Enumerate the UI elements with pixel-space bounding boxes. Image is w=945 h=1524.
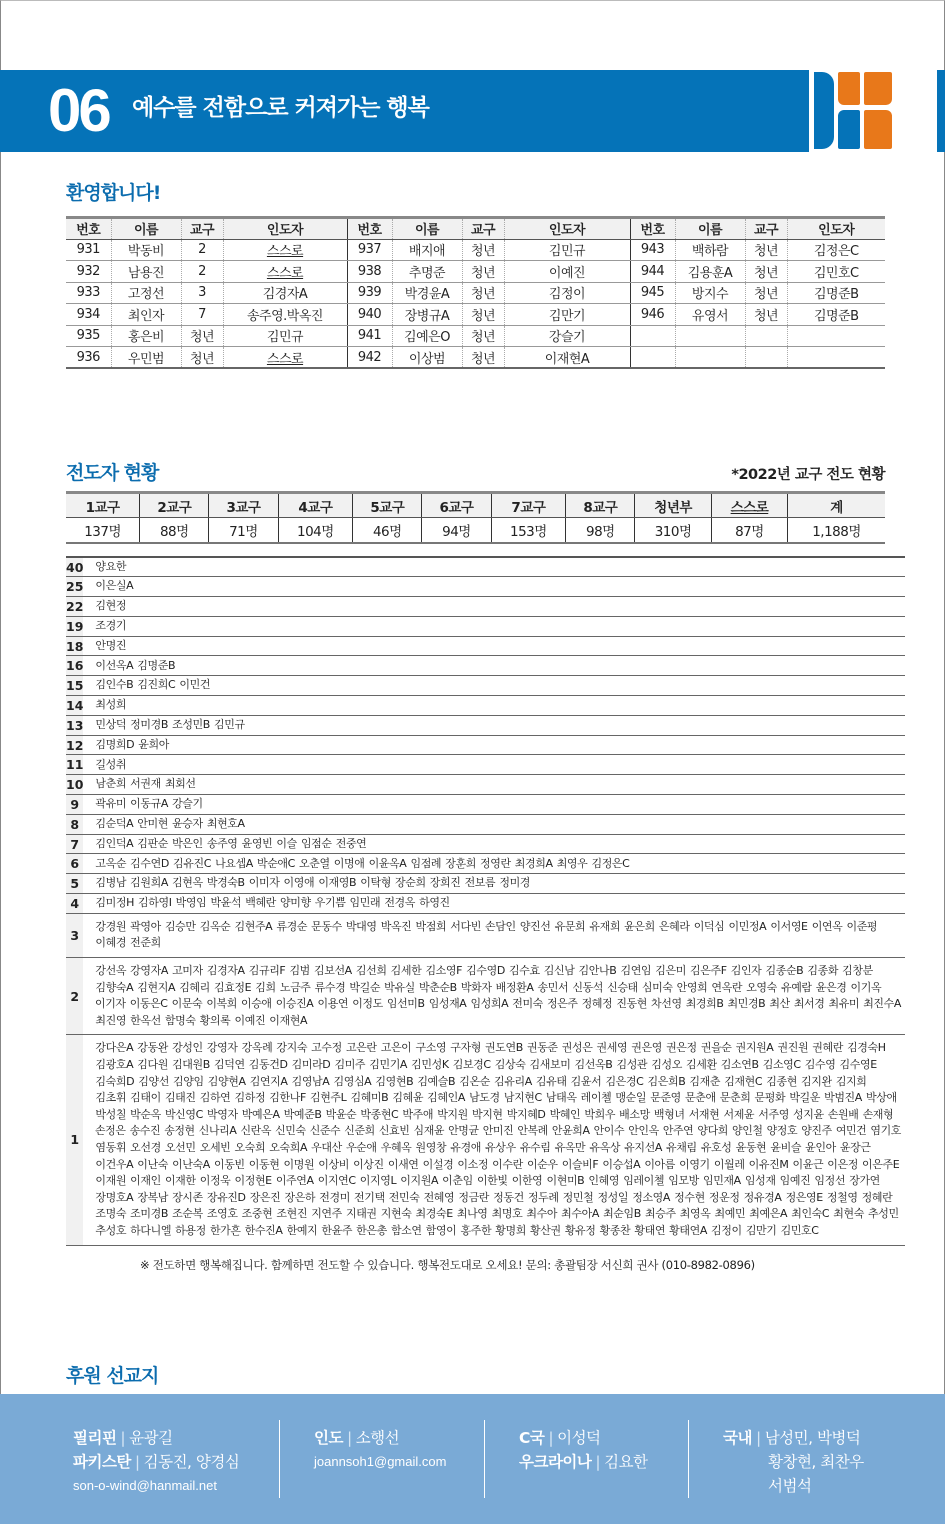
evangelist-names-line: 이혜경 전준희 <box>95 936 161 950</box>
welcome-row <box>66 347 885 369</box>
member-name: 배지애 <box>392 239 462 261</box>
stats-value-cell: 88명 <box>140 518 209 543</box>
col-header-number: 번호 <box>66 218 111 240</box>
evangelist-names-line: 염동휘 오선경 오선민 오세빈 오숙희 오숙희A 우대산 우순애 우혜옥 원영창 유경애 유상우 유수림 유옥만 유옥상 유지선A 유채림 유호성 윤동현 윤비슬 윤인아 윤장근 <box>95 1140 871 1154</box>
member-name: 장병규A <box>392 304 462 326</box>
member-district: 7 <box>181 304 223 326</box>
country-label: C국 <box>519 1429 545 1447</box>
member-name: 방지수 <box>675 282 745 304</box>
evangelist-row <box>66 874 905 894</box>
evangelist-row <box>66 834 905 854</box>
evangelist-row <box>66 755 905 775</box>
stats-value-cell: 310명 <box>635 518 711 543</box>
col-header-leader: 인도자 <box>787 218 885 240</box>
page-title: 예수를 전함으로 커져가는 행복 <box>132 95 429 121</box>
member-district: 청년 <box>462 347 504 369</box>
missionary-names: 김요한 <box>604 1453 648 1471</box>
member-number: 933 <box>66 282 111 304</box>
evangelist-count: 19 <box>66 616 83 636</box>
member-leader <box>787 347 885 369</box>
evangelist-names-line: 남춘희 서권재 최회선 <box>95 777 196 791</box>
member-district: 3 <box>181 282 223 304</box>
evangelist-names-line: 김순덕A 안미현 윤승자 최현호A <box>95 816 245 830</box>
divider-bar: | <box>120 1429 126 1447</box>
evangelist-names-line: 민상덕 정미경B 조성민B 김민규 <box>95 717 245 731</box>
evangelist-names <box>83 696 905 716</box>
member-number: 937 <box>347 239 392 261</box>
evangelist-count: 8 <box>66 814 83 834</box>
district-stats-table <box>66 491 885 544</box>
member-district <box>745 325 787 347</box>
member-leader: 김명준B <box>787 282 885 304</box>
member-number: 935 <box>66 325 111 347</box>
missionary-names: 윤광길 <box>129 1429 173 1447</box>
evangelist-names-line: 양요한 <box>95 559 127 573</box>
welcome-row <box>66 325 885 347</box>
evangelist-names-line: 이재원 이재인 이재한 이정욱 이정현E 이주연A 이지연C 이지영L 이지원A 이춘임 이한빛 이한영 이현미B 인혜영 임레이첼 임모방 임민재A 임성재 임예진 임정선 장가연 <box>95 1174 880 1188</box>
stats-header-cell: 8교구 <box>566 493 635 518</box>
member-leader: 김정이 <box>504 282 630 304</box>
evangelist-row <box>66 715 905 735</box>
evangelist-names-line: 강경원 곽영아 김승만 김옥순 김현주A 류경순 문동수 박대영 박옥진 박점희 서다빈 손담인 양진선 유문희 유재희 윤은희 은혜라 이덕심 이민정A 이서영E 이연옥 이준평 <box>95 919 878 933</box>
member-number: 945 <box>630 282 675 304</box>
col-header-number: 번호 <box>347 218 392 240</box>
evangelist-row <box>66 795 905 815</box>
stats-value-cell: 1,188명 <box>788 518 885 543</box>
evangelist-count: 10 <box>66 775 83 795</box>
evangelist-names-line: 강다은A 강동완 강성인 강영자 강옥례 강지숙 고수정 고은란 고은이 구소영 구자형 권도연B 권동준 권성은 권세영 권은영 권은정 권을순 권지원A 권진원 권혜란 김경숙H <box>95 1041 886 1055</box>
member-name <box>675 325 745 347</box>
missionary-column-1 <box>73 1426 239 1498</box>
member-leader: 송주영.박옥진 <box>223 304 347 326</box>
missionary-names: 이성덕 <box>557 1429 601 1447</box>
missionary-entry <box>314 1426 446 1450</box>
stats-note: *2022년 교구 전도 현황 <box>731 467 885 483</box>
evangelist-names <box>83 676 905 696</box>
col-header-name: 이름 <box>675 218 745 240</box>
evangelist-names-line: 박성칠 박순옥 박신영C 박영자 박예은A 박예준B 박윤순 박종현C 박주애 박지원 박지현 박지혜D 박혜인 박희우 배소망 백형녀 서재현 서제윤 서주영 성지윤 손원배 손재형 <box>95 1107 894 1121</box>
stats-header-cell: 청년부 <box>635 493 711 518</box>
evangelist-row <box>66 854 905 874</box>
evangelist-count: 2 <box>66 958 83 1035</box>
member-name: 유영서 <box>675 304 745 326</box>
evangelist-names-line: 추성호 하다니엘 하용정 한가흔 한수진A 한예지 한윤주 한은총 함소연 함영이 홍주한 황명희 황산권 황유정 황종찬 황태연 황태연A 김정이 김만기 김민호C <box>95 1223 819 1237</box>
member-district: 청년 <box>745 261 787 283</box>
evangelist-names-line: 최성희 <box>95 698 127 712</box>
evangelist-names-line: 김명희D 윤희아 <box>95 737 169 751</box>
evangelist-names <box>83 636 905 656</box>
member-district: 청년 <box>745 239 787 261</box>
column-divider <box>279 1420 280 1498</box>
evangelist-names <box>83 894 905 914</box>
country-label: 인도 <box>314 1429 343 1447</box>
evangelist-names-line: 김병남 김원희A 김현옥 박경숙B 이미자 이영애 이재영B 이탁형 장순희 장희진 전보름 정미경 <box>95 876 531 890</box>
evangelist-row <box>66 636 905 656</box>
member-name: 박경윤A <box>392 282 462 304</box>
member-name: 남용진 <box>111 261 181 283</box>
member-number <box>630 347 675 369</box>
member-leader: 김민규 <box>504 239 630 261</box>
evangelist-row <box>66 597 905 617</box>
missionary-column-4 <box>723 1426 864 1498</box>
evangelist-names-line: 이건우A 이난숙 이난숙A 이동빈 이동현 이명원 이상비 이상진 이새연 이설경 이소정 이수란 이순우 이슬비F 이승섭A 이아름 이영기 이월레 이유진M 이윤근 이은정 이은주E <box>95 1157 900 1171</box>
welcome-row <box>66 282 885 304</box>
divider-bar: | <box>595 1453 601 1471</box>
evangelist-names <box>83 834 905 854</box>
col-header-district: 교구 <box>745 218 787 240</box>
stats-value-cell: 98명 <box>566 518 635 543</box>
evangelist-names <box>83 656 905 676</box>
welcome-title: 환영합니다! <box>66 182 161 204</box>
welcome-row <box>66 239 885 261</box>
stats-header-cell: 3교구 <box>209 493 278 518</box>
evangelist-names <box>83 913 905 957</box>
evangelist-names-line: 이기자 이동은C 이문숙 이복희 이승애 이승진A 이용연 이정도 임선미B 임성재A 임성희A 전미숙 정은주 정혜정 진동현 차선영 최경희B 최민경B 최산 최서경 최유미 최진수A <box>95 997 902 1011</box>
stats-header-row <box>66 493 885 518</box>
col-header-name: 이름 <box>111 218 181 240</box>
evangelist-row <box>66 1035 905 1245</box>
evangelist-names-line: 길성취 <box>95 757 127 771</box>
email-link[interactable]: joannsoh1@gmail.com <box>314 1454 447 1469</box>
evangelist-count: 18 <box>66 636 83 656</box>
evangelist-row <box>66 775 905 795</box>
church-logo-icon <box>800 70 945 152</box>
evangelist-names-line: 이선옥A 김명준B <box>95 658 176 672</box>
member-district <box>745 347 787 369</box>
stats-value-cell: 94명 <box>422 518 491 543</box>
country-label: 필리핀 <box>73 1429 117 1447</box>
missionary-names: 김동진, 양경심 <box>143 1453 240 1471</box>
stats-header-cell: 5교구 <box>353 493 422 518</box>
evangelist-names <box>83 1035 905 1245</box>
member-district: 청년 <box>181 347 223 369</box>
evangelist-row <box>66 577 905 597</box>
member-number: 941 <box>347 325 392 347</box>
member-number: 943 <box>630 239 675 261</box>
missionaries-title: 후원 선교지 <box>66 1365 159 1387</box>
member-number: 940 <box>347 304 392 326</box>
missionary-names: 남성민, 박병덕 <box>764 1429 861 1447</box>
evangelist-names-line: 강선옥 강영자A 고미자 김경자A 김규리F 김범 김보선A 김선희 김세한 김소영F 김수영D 김수효 김신남 김안나B 김연임 김은미 김은주F 김인자 김종순B 김종화 김창분 <box>95 964 873 978</box>
evangelist-names <box>83 854 905 874</box>
evangelist-count: 14 <box>66 696 83 716</box>
welcome-table <box>66 216 885 369</box>
member-number: 934 <box>66 304 111 326</box>
member-leader: 김민호C <box>787 261 885 283</box>
member-name: 김용훈A <box>675 261 745 283</box>
member-district: 청년 <box>462 239 504 261</box>
col-header-name: 이름 <box>392 218 462 240</box>
member-name: 김예은O <box>392 325 462 347</box>
stats-header-cell: 7교구 <box>491 493 566 518</box>
evangelist-names <box>83 795 905 815</box>
col-header-leader: 인도자 <box>223 218 347 240</box>
evangelist-count: 25 <box>66 577 83 597</box>
stats-value-cell: 46명 <box>353 518 422 543</box>
evangelist-names <box>83 814 905 834</box>
missionary-entry <box>73 1450 239 1474</box>
stats-header-cell: 스스로 <box>711 493 787 518</box>
country-label: 우크라이나 <box>519 1453 592 1471</box>
divider-bar: | <box>755 1429 761 1447</box>
column-divider <box>484 1420 485 1498</box>
evangelist-names-line: 조경기 <box>95 618 127 632</box>
evangelist-names-line: 김미정H 김하영I 박영임 박윤석 백혜란 양미향 우기쁨 임민래 전경옥 하영진 <box>95 896 450 910</box>
evangelist-names <box>83 874 905 894</box>
missionary-entry <box>519 1450 648 1474</box>
evangelist-names-line: 김초휘 김태이 김태진 김하연 김하정 김한나F 김현주L 김혜미B 김혜윤 김혜인A 남도경 남지현C 남태옥 레이첼 맹순일 문준영 문춘애 문춘희 문평화 박길운 박범진A 박상애 <box>95 1091 897 1105</box>
evangelist-names-line: 김인수B 김진희C 이민건 <box>95 678 211 692</box>
member-number: 942 <box>347 347 392 369</box>
missionary-names-extra: 황창현, 최찬우 <box>768 1453 864 1471</box>
member-leader: 강슬기 <box>504 325 630 347</box>
evangelist-count: 22 <box>66 597 83 617</box>
evangelist-names-line: 고옥순 김수연D 김유진C 나요셉A 박순애C 오춘열 이명애 이윤옥A 임점례 장훈희 정영란 최경희A 최영우 김정은C <box>95 856 630 870</box>
member-leader <box>787 325 885 347</box>
stats-value-cell: 104명 <box>278 518 353 543</box>
evangelist-names-line: 곽유미 이동규A 강슬기 <box>95 797 203 811</box>
column-divider <box>688 1420 689 1498</box>
evangelist-names-line: 안명진 <box>95 638 127 652</box>
evangelist-count: 40 <box>66 557 83 577</box>
evangelist-row <box>66 735 905 755</box>
evangelist-count: 15 <box>66 676 83 696</box>
member-number: 936 <box>66 347 111 369</box>
evangelist-count: 7 <box>66 834 83 854</box>
member-district: 청년 <box>181 325 223 347</box>
member-name: 박동비 <box>111 239 181 261</box>
evangelist-names <box>83 775 905 795</box>
member-number: 932 <box>66 261 111 283</box>
missionary-names-extra: 서범석 <box>768 1477 812 1495</box>
member-leader: 김명준B <box>787 304 885 326</box>
stats-header-cell: 4교구 <box>278 493 353 518</box>
stats-header-cell: 2교구 <box>140 493 209 518</box>
member-number: 931 <box>66 239 111 261</box>
evangelist-names <box>83 735 905 755</box>
evangelist-row <box>66 696 905 716</box>
member-name: 추명준 <box>392 261 462 283</box>
evangelist-names <box>83 557 905 577</box>
member-district: 청년 <box>462 282 504 304</box>
stats-header-cell: 6교구 <box>422 493 491 518</box>
member-name <box>675 347 745 369</box>
evangelist-names-line: 김현정 <box>95 599 127 613</box>
welcome-row <box>66 261 885 283</box>
evangelist-names <box>83 616 905 636</box>
member-name: 이상범 <box>392 347 462 369</box>
evangelist-names-line: 이은실A <box>95 579 134 593</box>
member-district: 2 <box>181 261 223 283</box>
evangelist-count: 9 <box>66 795 83 815</box>
evangelist-names <box>83 715 905 735</box>
evangelists-title: 전도자 현황 <box>66 462 159 484</box>
evangelist-row <box>66 913 905 957</box>
evangelist-row <box>66 676 905 696</box>
divider-bar: | <box>134 1453 140 1471</box>
member-district: 2 <box>181 239 223 261</box>
member-leader: 이예진 <box>504 261 630 283</box>
missionary-entry <box>73 1426 239 1450</box>
member-leader: 이재현A <box>504 347 630 369</box>
evangelist-names-line: 손정은 송수진 송정현 신나리A 신란옥 신민숙 신준수 신준희 신효빈 심재윤 안명균 안미진 안복례 안윤희A 안이수 안인옥 안주연 양다희 양인철 양정호 양진주 여민건 염기호 <box>95 1124 902 1138</box>
member-leader: 스스로 <box>223 239 347 261</box>
evangelist-names-line: 김인덕A 김판순 박은인 송주영 윤영빈 이슬 임점순 전중연 <box>95 836 367 850</box>
evangelist-row <box>66 814 905 834</box>
evangelist-names-line: 김향숙A 김현지A 김혜리 김효정E 김희 노금주 류수경 박길순 박유실 박춘순B 박화자 배정환A 송민서 신동석 신승태 심미숙 안영희 연옥란 오영숙 유예람 윤은경 이기옥 <box>95 980 882 994</box>
member-leader: 김민규 <box>223 325 347 347</box>
member-number: 946 <box>630 304 675 326</box>
evangelist-row <box>66 557 905 577</box>
stats-header-cell: 계 <box>788 493 885 518</box>
evangelist-row <box>66 656 905 676</box>
section-number: 06 <box>48 77 109 144</box>
member-leader: 스스로 <box>223 261 347 283</box>
member-number <box>630 325 675 347</box>
member-name: 고정선 <box>111 282 181 304</box>
email-link[interactable]: son-o-wind@hanmail.net <box>73 1478 217 1493</box>
stats-header-cell: 1교구 <box>66 493 140 518</box>
divider-bar: | <box>346 1429 352 1447</box>
evangelist-names <box>83 755 905 775</box>
evangelist-count: 5 <box>66 874 83 894</box>
evangelist-names-line: 조명숙 조미경B 조순복 조영호 조중현 조현진 지연주 지태권 지현숙 최경숙E 최나영 최명호 최수아 최수아A 최순임B 최승주 최영옥 최예민 최예은A 최인숙C 최현숙 추성민 <box>95 1207 899 1221</box>
member-leader: 김경자A <box>223 282 347 304</box>
missionary-column-2 <box>314 1426 446 1474</box>
member-name: 최인자 <box>111 304 181 326</box>
evangelist-count: 6 <box>66 854 83 874</box>
evangelist-count: 1 <box>66 1035 83 1245</box>
welcome-row <box>66 304 885 326</box>
member-number: 944 <box>630 261 675 283</box>
missionary-column-3 <box>519 1426 648 1474</box>
evangelist-row <box>66 616 905 636</box>
evangelist-row <box>66 958 905 1035</box>
member-number: 939 <box>347 282 392 304</box>
member-name: 홍은비 <box>111 325 181 347</box>
col-header-number: 번호 <box>630 218 675 240</box>
country-label: 국내 <box>723 1429 752 1447</box>
member-district: 청년 <box>462 325 504 347</box>
member-leader: 스스로 <box>223 347 347 369</box>
member-district: 청년 <box>462 261 504 283</box>
stats-value-cell: 87명 <box>711 518 787 543</box>
member-name: 우민범 <box>111 347 181 369</box>
missionary-entry <box>519 1426 648 1450</box>
evangelist-count: 4 <box>66 894 83 914</box>
missionary-entry <box>723 1426 864 1450</box>
evangelist-list-table <box>66 556 905 1246</box>
evangelist-names <box>83 577 905 597</box>
member-name: 백하람 <box>675 239 745 261</box>
member-district: 청년 <box>745 304 787 326</box>
country-label: 파키스탄 <box>73 1453 131 1471</box>
evangelist-count: 3 <box>66 913 83 957</box>
member-leader: 김정은C <box>787 239 885 261</box>
stats-value-cell: 137명 <box>66 518 140 543</box>
stats-value-row <box>66 518 885 543</box>
evangelist-names-line: 최진영 한옥선 함명숙 황의록 이예진 이재현A <box>95 1013 308 1027</box>
divider-bar: | <box>548 1429 554 1447</box>
evangelist-names-line: 장명호A 장복남 장시존 장유진D 장은진 장은하 전경미 전기택 전민숙 전혜영 정금란 정동건 정두례 정민철 정성일 정소영A 정수현 정운정 정유경A 정은영E 정철영 정혜란 <box>95 1190 893 1204</box>
missionary-footer <box>0 1394 945 1524</box>
member-district: 청년 <box>462 304 504 326</box>
stats-value-cell: 71명 <box>209 518 278 543</box>
evangelist-names-line: 김숙희D 김양선 김양임 김양현A 김연지A 김영남A 김영심A 김영현B 김예슬B 김온순 김유리A 김유태 김윤서 김은경C 김은희B 김재춘 김재현C 김종현 김지완 김지희 <box>95 1074 867 1088</box>
missionary-names: 소행선 <box>355 1429 400 1447</box>
col-header-district: 교구 <box>181 218 223 240</box>
evangelist-count: 12 <box>66 735 83 755</box>
evangelist-count: 16 <box>66 656 83 676</box>
evangelist-names <box>83 597 905 617</box>
evangelist-count: 11 <box>66 755 83 775</box>
contact-footnote: ※ 전도하면 행복해집니다. 함께하면 전도할 수 있습니다. 행복전도대로 오세요! 문의: 총괄팀장 서신희 권사 (010-8982-0896) <box>140 1258 755 1272</box>
evangelist-names-line: 김광호A 김다원 김대원B 김덕연 김동건D 김미라D 김미주 김민기A 김민성K 김보경C 김상숙 김새보미 김선옥B 김성관 김성오 김세환 김소연B 김소영C 김수영 김수영E <box>95 1058 877 1071</box>
evangelist-names <box>83 958 905 1035</box>
evangelist-count: 13 <box>66 715 83 735</box>
member-leader: 김만기 <box>504 304 630 326</box>
col-header-district: 교구 <box>462 218 504 240</box>
member-number: 938 <box>347 261 392 283</box>
member-district: 청년 <box>745 282 787 304</box>
stats-value-cell: 153명 <box>491 518 566 543</box>
welcome-header-row <box>66 218 885 240</box>
evangelist-row <box>66 894 905 914</box>
col-header-leader: 인도자 <box>504 218 630 240</box>
